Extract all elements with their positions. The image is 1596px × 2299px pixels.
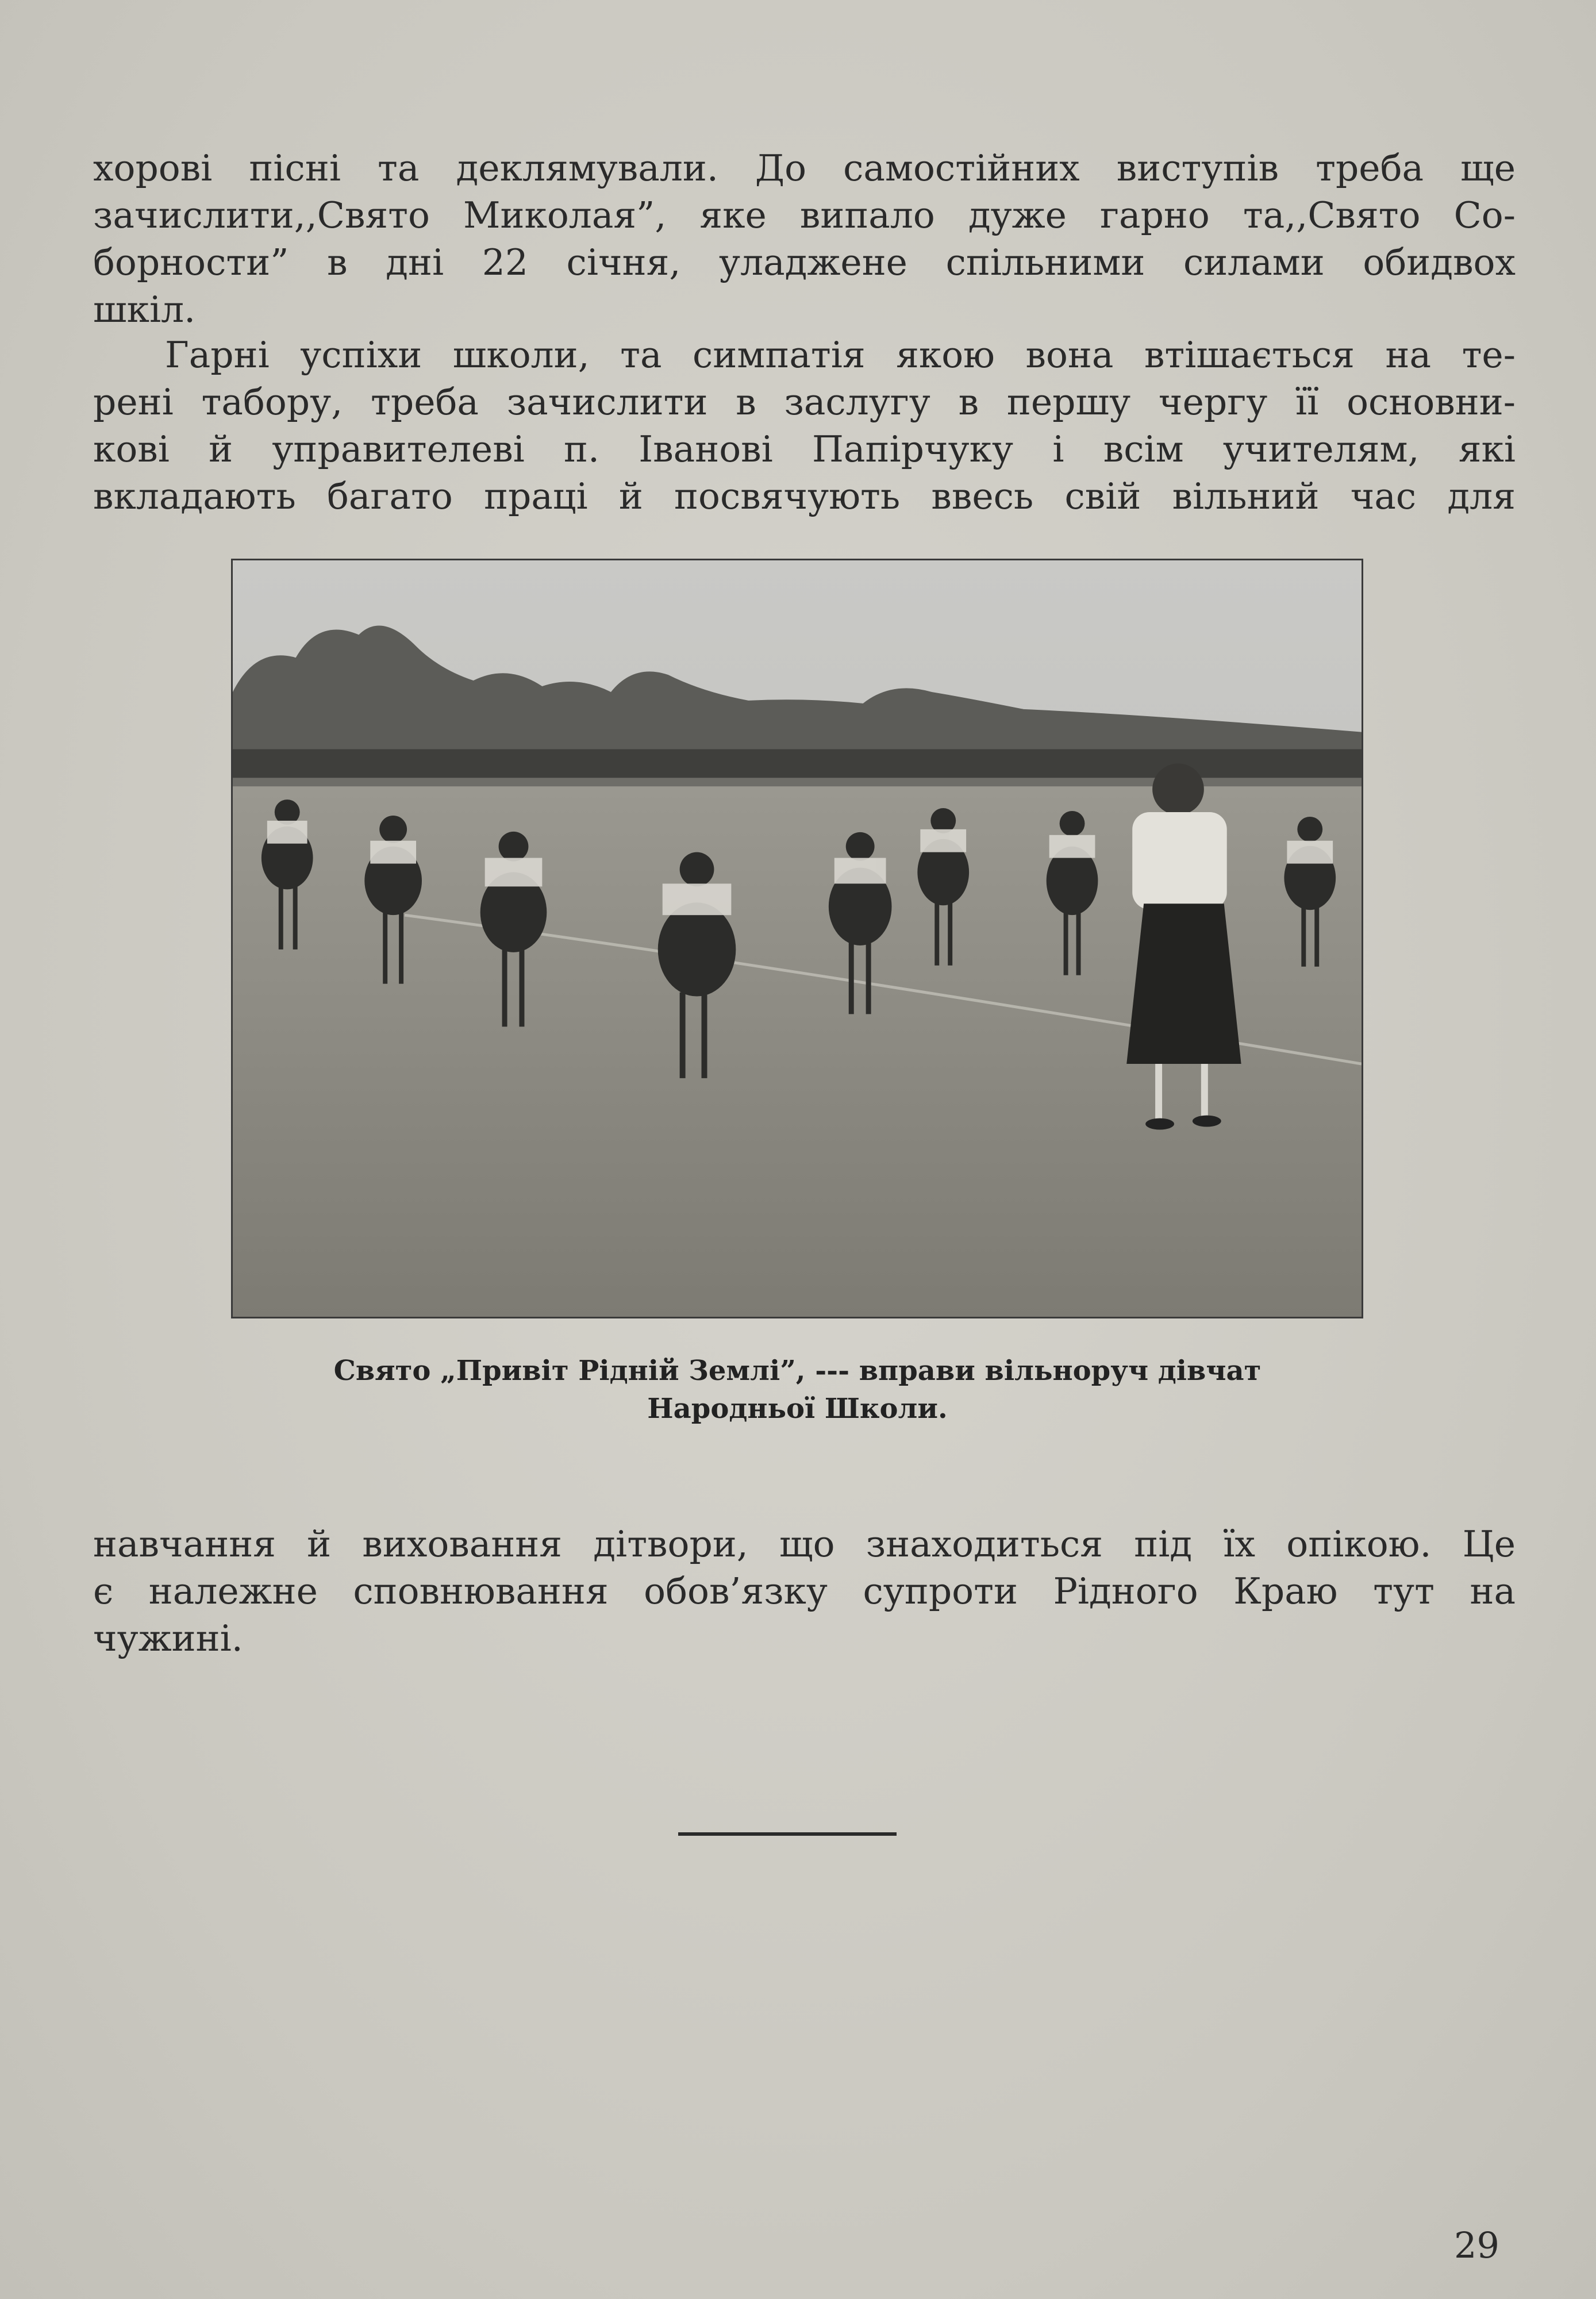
text-line: зачислити,,Свято Миколая”, яке випало дуже гарно та,,Свято Со- xyxy=(93,194,1516,236)
caption-line: Свято „Привіт Рідній Землі”, --- вправи вільноруч дівчат xyxy=(333,1355,1262,1387)
photograph-girls-exercise xyxy=(231,559,1363,1318)
text-line: вкладають багато праці й посвячують ввесь свій вільний час для xyxy=(93,475,1516,517)
caption-line: Народньої Школи. xyxy=(647,1393,948,1425)
paragraph-3 xyxy=(93,1521,1516,1662)
text-line: рені табору, треба зачислити в заслугу в першу чергу її основни- xyxy=(93,381,1516,423)
text-line: борности” в дні 22 січня, уладжене спільними силами обидвох xyxy=(93,241,1516,283)
text-line: Гарні успіхи школи, та симпатія якою вона втішається на те- xyxy=(165,334,1516,376)
page-number: 29 xyxy=(1454,2224,1499,2266)
text-line: шкіл. xyxy=(93,289,196,330)
paragraph-1 xyxy=(93,145,1516,333)
text-line: хорові пісні та деклямували. До самостійних виступів треба ще xyxy=(93,147,1516,189)
text-line: є належне сповнювання обов’язку супроти Рідного Краю тут на xyxy=(93,1570,1516,1612)
text-line: кові й управителеві п. Іванові Папірчуку і всім учителям, які xyxy=(93,428,1516,470)
section-divider xyxy=(678,1832,897,1836)
text-line: навчання й виховання дітвори, що знаходиться під їх опікою. Це xyxy=(93,1523,1516,1565)
photo-image xyxy=(233,560,1362,1317)
paragraph-2 xyxy=(93,332,1516,520)
text-line: чужині. xyxy=(93,1617,243,1659)
photo-caption xyxy=(172,1352,1422,1428)
